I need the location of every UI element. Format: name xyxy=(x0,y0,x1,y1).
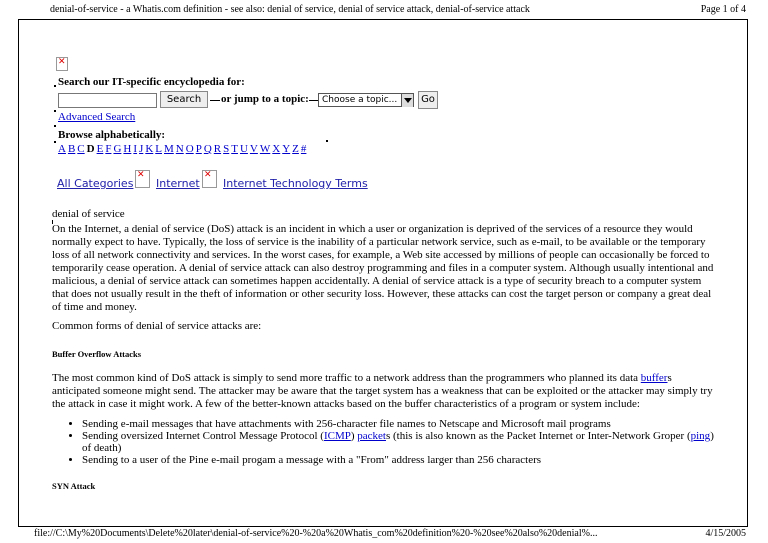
term-heading: denial of service xyxy=(52,208,125,220)
browse-label: Browse alphabetically: xyxy=(58,129,166,141)
alpha-letter-link[interactable]: M xyxy=(164,143,174,155)
bottom-border xyxy=(18,526,748,527)
all-categories-link[interactable]: All Categories xyxy=(57,177,134,190)
alpha-letter-link[interactable]: E xyxy=(96,143,104,155)
topic-select-value: Choose a topic... xyxy=(322,95,398,105)
broken-image-icon xyxy=(202,170,217,188)
search-input[interactable] xyxy=(58,93,157,108)
icmp-link[interactable]: ICMP xyxy=(323,430,351,442)
alpha-letter-link[interactable]: H xyxy=(123,143,132,155)
alpha-letter-link[interactable]: Z xyxy=(292,143,299,155)
alpha-letter-link[interactable]: U xyxy=(239,143,248,155)
alpha-letter-link[interactable]: O xyxy=(185,143,194,155)
alpha-letter-link[interactable]: B xyxy=(67,143,76,155)
alpha-letter-link[interactable]: T xyxy=(231,143,238,155)
alpha-letter-link[interactable]: P xyxy=(195,143,202,155)
text-run: s (this is also known as the Packet Internet or Inter-Network Groper ( xyxy=(385,430,691,442)
buffer-link[interactable]: buffer xyxy=(640,372,668,384)
alpha-letter-link[interactable]: I xyxy=(133,143,138,155)
bullet-dot xyxy=(54,125,56,127)
alpha-letter-link[interactable]: F xyxy=(105,143,112,155)
connector-line xyxy=(210,100,220,101)
section-heading: SYN Attack xyxy=(52,481,96,491)
intro-paragraph: On the Internet, a denial of service (DoS) attack is an incident in which a user or organization is deprived of the services of a resource they would normally expect to have. Typically, the loss of service is the inability of a particular network service, such as e-mail, to be available or the temporary loss of all network connectivity and services. In the worst cases, for example, a Web site accessed by millions of people can occasionally be forced to temporarily cease operation. A denial of service attack can also destroy programming and files in a computer system. Although usually intentional and malicious, a denial of service attack can sometimes happen accidentally. A denial of service attack is a type of security breach to a computer system that does not usually result in the theft of information or other security loss. However, these attacks can cost the target person or company a great deal of time and money. xyxy=(52,223,714,313)
connector-line xyxy=(309,100,318,101)
topic-select[interactable] xyxy=(318,93,414,107)
search-label: Search our IT-specific encyclopedia for: xyxy=(58,76,245,88)
text-run: Sending oversized Internet Control Message Protocol ( xyxy=(82,430,324,442)
text-run: s anticipated someone might send. The attacker may be aware that the target system has a weakness that can be exploited or the attacker may simply try the attack in case it might work. A few of the better-known attacks based on the buffer characteristics of a program or system include: xyxy=(52,372,713,410)
internet-technology-terms-link[interactable]: Internet Technology Terms xyxy=(223,177,368,190)
text-run: ) xyxy=(350,430,358,442)
bullet-dot xyxy=(54,85,56,87)
advanced-search-link[interactable]: Advanced Search xyxy=(58,111,136,123)
jump-label: or jump to a topic: xyxy=(221,93,309,105)
alpha-letter-link[interactable]: W xyxy=(259,143,271,155)
alphabet-nav xyxy=(58,143,308,155)
list-item-text: Sending e-mail messages that have attachments with 256-character file names to Netscape and Microsoft mail programs xyxy=(82,418,611,430)
alpha-letter-link[interactable]: V xyxy=(249,143,258,155)
list-item xyxy=(82,454,722,466)
alpha-letter-link[interactable]: J xyxy=(139,143,144,155)
broken-image-icon xyxy=(135,170,150,188)
list-item xyxy=(82,430,722,454)
bullet-dot xyxy=(54,141,56,143)
alpha-letter-link[interactable]: K xyxy=(145,143,154,155)
bullet-dot xyxy=(326,140,328,142)
bullet-dot xyxy=(54,110,56,112)
buffer-overflow-paragraph xyxy=(52,372,720,411)
alpha-letter-link[interactable]: Y xyxy=(282,143,291,155)
alpha-letter-link[interactable]: Q xyxy=(203,143,212,155)
alpha-letter-link[interactable]: L xyxy=(155,143,162,155)
go-button[interactable]: Go xyxy=(418,91,438,109)
alpha-letter-link[interactable]: N xyxy=(175,143,184,155)
alpha-letter-link[interactable]: D xyxy=(86,143,95,155)
internet-link[interactable]: Internet xyxy=(156,177,200,190)
chevron-down-icon[interactable] xyxy=(401,94,413,107)
text-run: The most common kind of DoS attack is simply to send more traffic to a network address than the programmers who planned its data xyxy=(52,372,641,384)
broken-image-icon xyxy=(56,57,68,71)
page-header-title: denial-of-service - a Whatis.com definition - see also: denial of service, denial of service attack, denial-of-service attack xyxy=(50,4,530,15)
footer-date: 4/15/2005 xyxy=(705,528,746,539)
alpha-letter-link[interactable]: A xyxy=(58,143,66,155)
footer-path: file://C:\My%20Documents\Delete%20later\denial-of-service%20-%20a%20Whatis_com%20definition%20-%20see%20also%20denial%... xyxy=(34,528,598,539)
common-forms-text: Common forms of denial of service attacks are: xyxy=(52,320,262,332)
text-run: ) of death) xyxy=(82,430,714,454)
alpha-letter-link[interactable]: R xyxy=(213,143,222,155)
section-heading: Buffer Overflow Attacks xyxy=(52,349,142,359)
alpha-letter-link[interactable]: S xyxy=(223,143,230,155)
ping-link[interactable]: ping xyxy=(690,430,711,442)
attack-list xyxy=(52,418,722,466)
page-number: Page 1 of 4 xyxy=(700,4,746,15)
alpha-letter-link[interactable]: X xyxy=(272,143,281,155)
search-button[interactable]: Search xyxy=(160,91,208,108)
list-item xyxy=(82,418,722,430)
list-item-text: Sending to a user of the Pine e-mail progam a message with a "From" address larger than 256 characters xyxy=(82,454,542,466)
alpha-letter-link[interactable]: # xyxy=(300,143,307,155)
alpha-letter-link[interactable]: C xyxy=(77,143,85,155)
alpha-letter-link[interactable]: G xyxy=(113,143,122,155)
packet-link[interactable]: packet xyxy=(357,430,386,442)
